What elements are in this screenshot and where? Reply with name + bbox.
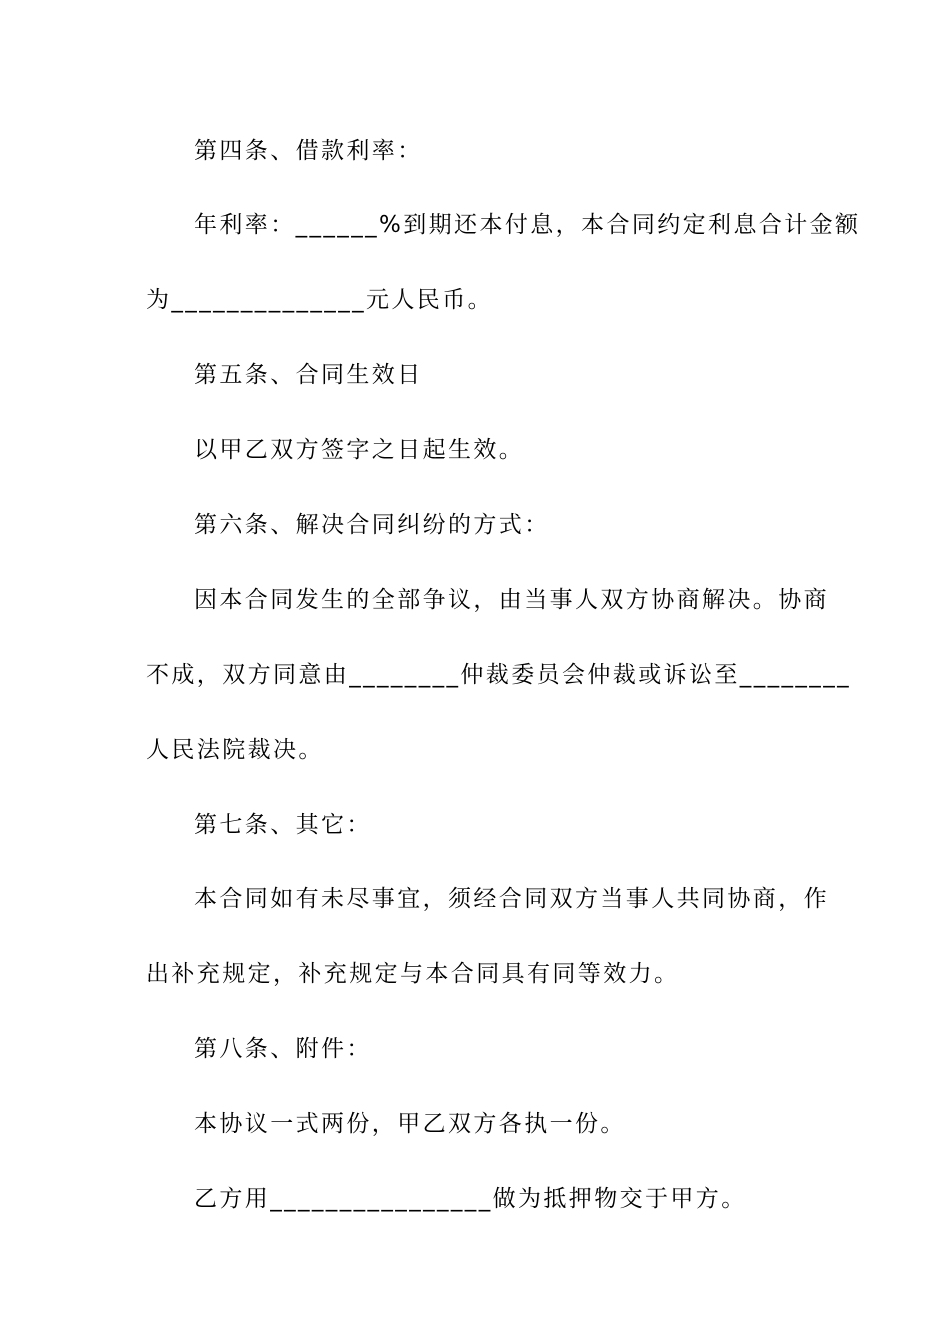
article-7-heading: 第七条、其它：: [194, 812, 372, 838]
other-text-line-2: 出补充规定，补充规定与本合同具有同等效力。: [146, 961, 680, 987]
dispute-text-line-1: 因本合同发生的全部争议，由当事人双方协商解决。协商: [194, 587, 829, 613]
dispute-text-line-3: 人民法院裁决。: [146, 737, 324, 763]
interest-rate-text: 年利率：______%到期还本付息，本合同约定利息合计金额: [194, 212, 861, 238]
article-5-heading: 第五条、合同生效日: [194, 362, 423, 388]
interest-amount-text: 为______________元人民币。: [146, 287, 493, 313]
dispute-text-line-2: 不成，双方同意由________仲裁委员会仲裁或诉讼至________: [146, 662, 851, 688]
other-text-line-1: 本合同如有未尽事宜，须经合同双方当事人共同协商，作: [194, 886, 829, 912]
collateral-text: 乙方用________________做为抵押物交于甲方。: [194, 1186, 747, 1212]
article-6-heading: 第六条、解决合同纠纷的方式：: [194, 512, 550, 538]
effective-date-text: 以甲乙双方签字之日起生效。: [194, 437, 525, 463]
article-4-heading: 第四条、借款利率：: [194, 138, 423, 164]
article-8-heading: 第八条、附件：: [194, 1036, 372, 1062]
copies-text: 本协议一式两份，甲乙双方各执一份。: [194, 1111, 626, 1137]
